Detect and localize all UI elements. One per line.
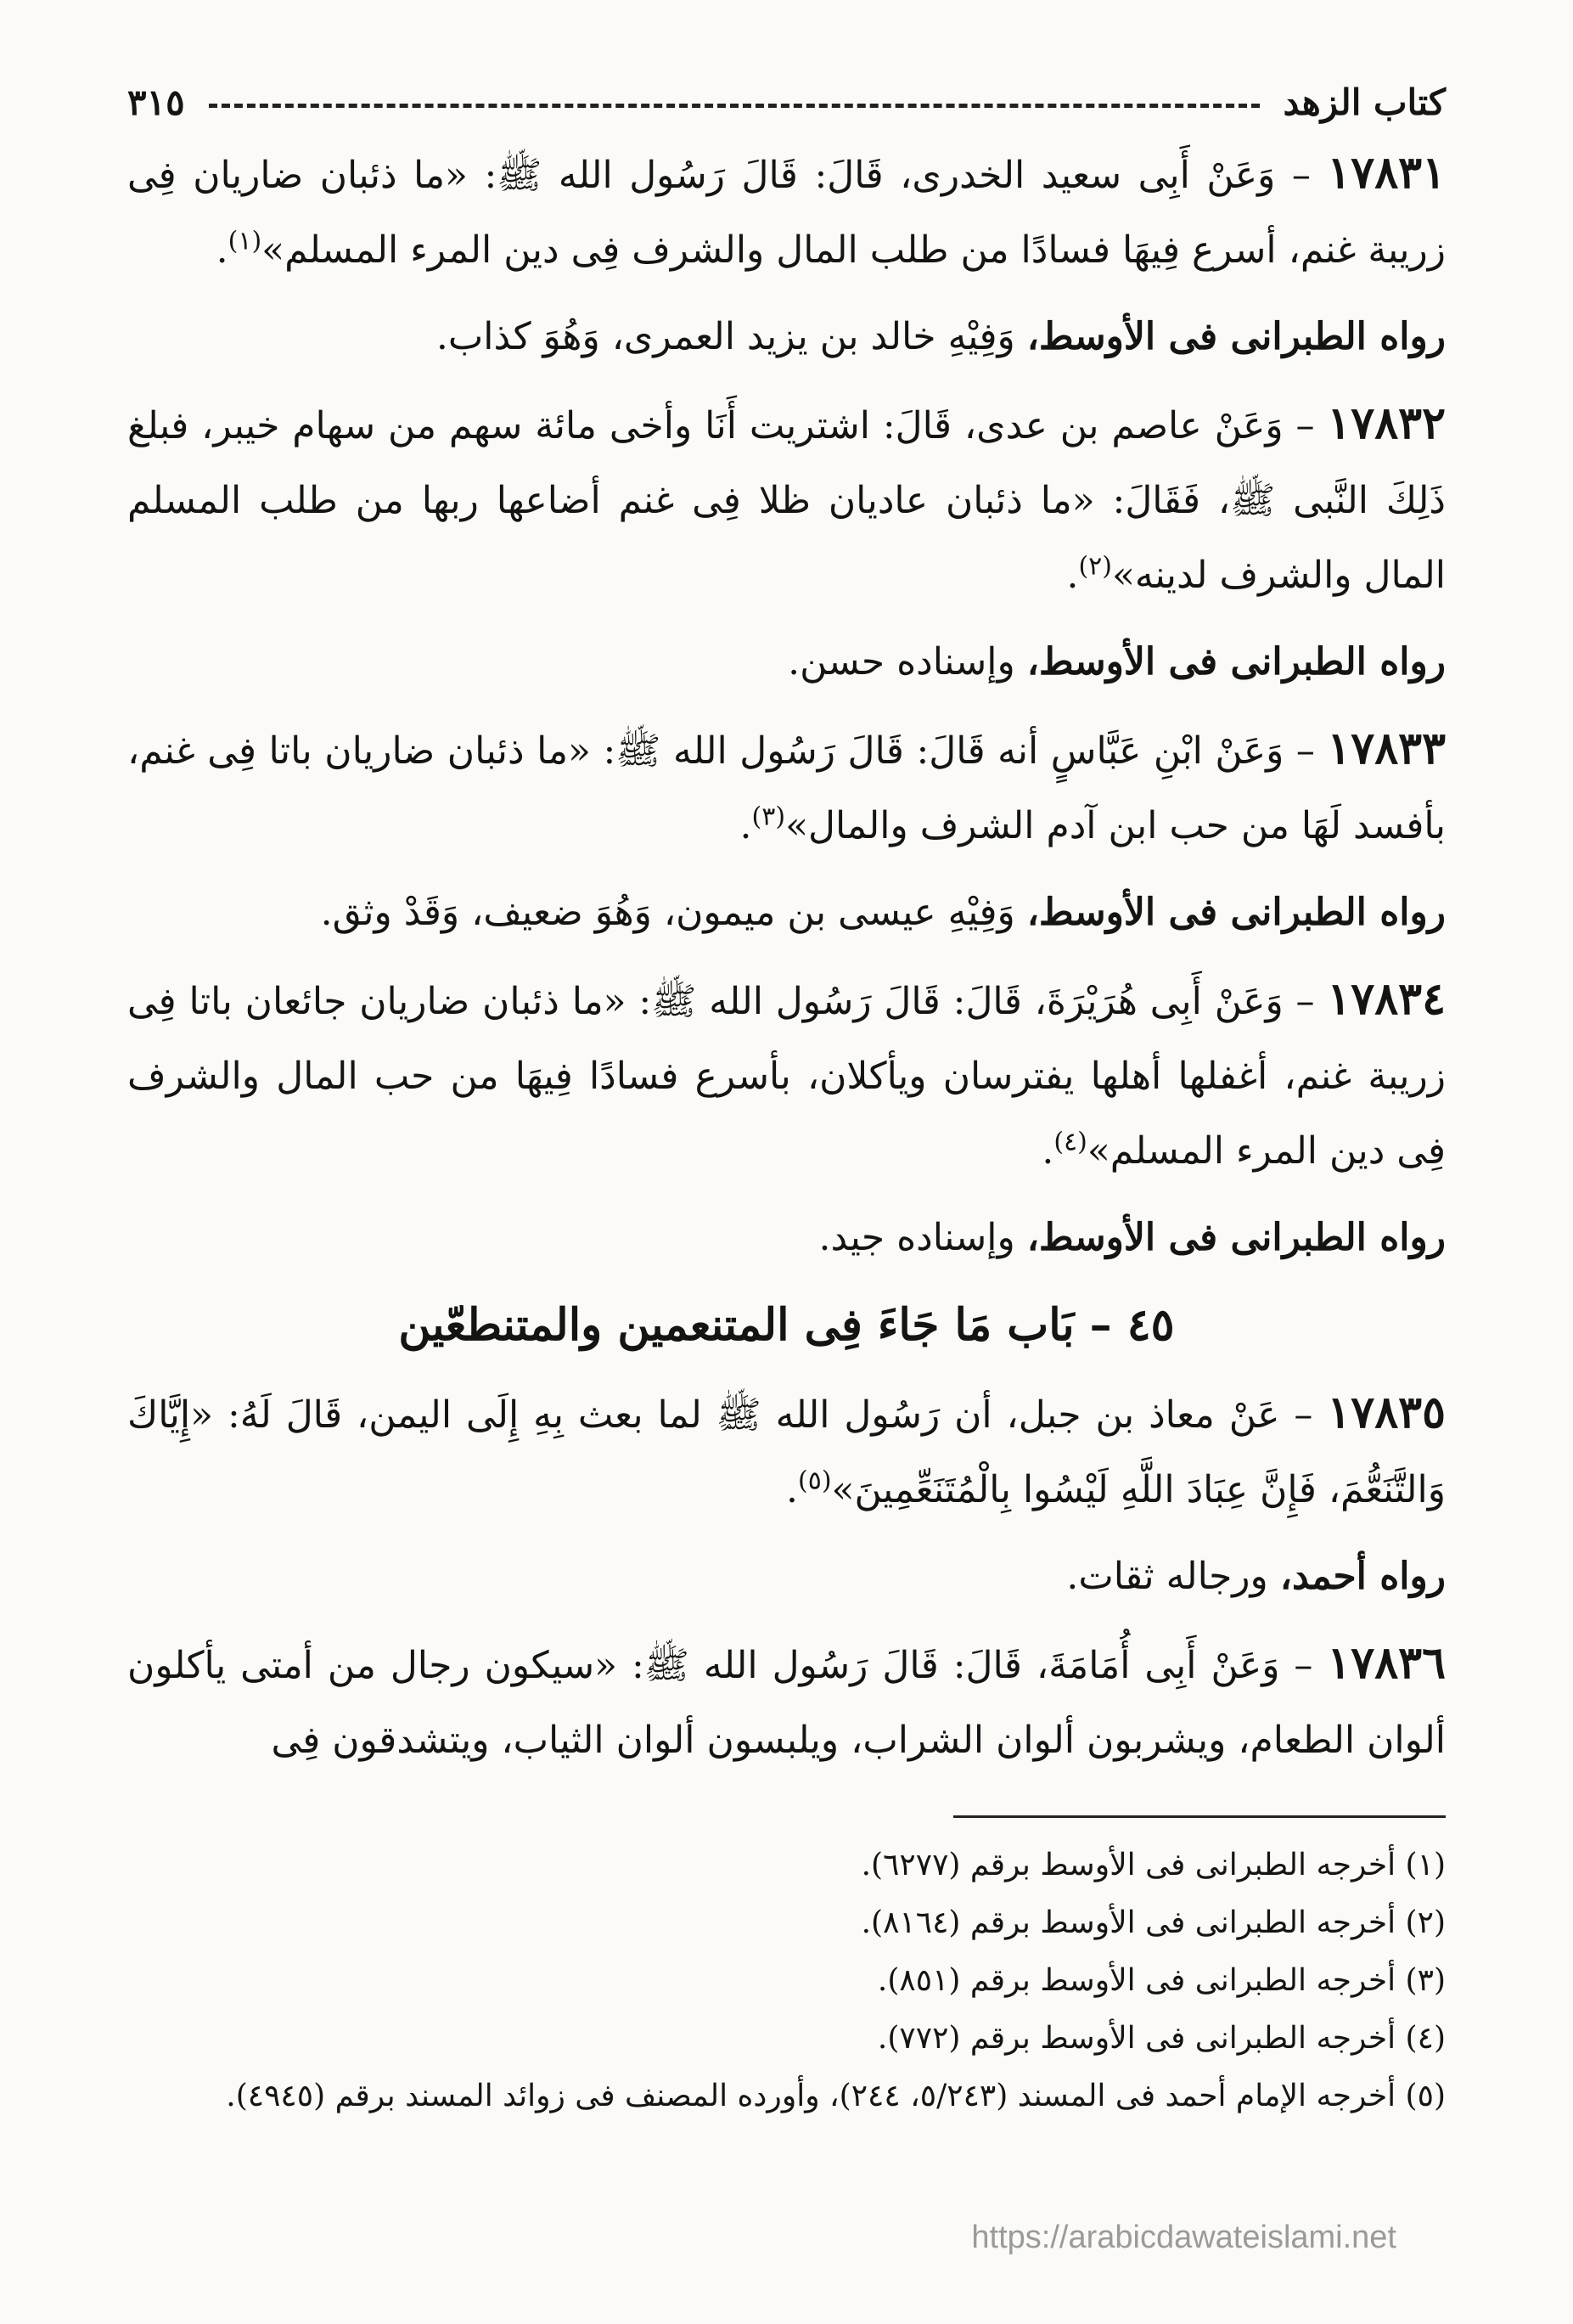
book-title: كتاب الزهد (1283, 81, 1446, 123)
source-comment: وَفِيْهِ خالد بن يزيد العمرى، وَهُوَ كذاب. (435, 315, 1027, 358)
footnote-ref: (٣) (751, 802, 786, 832)
source-bold: رواه الطبرانى فى الأوسط، (1026, 1216, 1446, 1259)
footnote-ref: (١) (228, 226, 262, 256)
hadith-text: ١٧٨٣٤ – وَعَنْ أَبِى هُرَيْرَةَ، قَالَ: قَالَ رَسُول الله ﷺ: «ما ذئبان ضاريان جائعان باتا فِى زريبة غنم، أغفلها أهلها يفترسان ويأكلان، بأسرع فسادًا فِيهَا من حب المال والشرف فِى دين المرء المسلم»$^{(٤)}$. (127, 973, 1446, 1173)
hadith-number: ١٧٨٣١ (1327, 147, 1446, 199)
footnote-ref: (٥) (797, 1466, 832, 1496)
hadith-source (127, 300, 1446, 374)
hadith-source (127, 875, 1446, 950)
hadith-text (127, 1626, 1446, 1778)
source-comment: وإسناده حسن. (788, 640, 1027, 684)
hadith-number: ١٧٨٣٦ (1327, 1637, 1446, 1689)
hadith-source (127, 625, 1446, 700)
chapter-title: ٤٥ – بَاب مَا جَاءَ فِى المتنعمين والمتنطعّين (398, 1299, 1175, 1351)
source-comment: ورجاله ثقات. (1066, 1555, 1280, 1598)
hadith-body: – وَعَنْ ابْنِ عَبَّاسٍ أنه قَالَ: قَالَ رَسُول الله ﷺ: «ما ذئبان ضاريان باتا فِى غنم، بأفسد لَهَا من حب ابن آدم الشرف والمال» (127, 729, 1446, 847)
watermark-url: https://arabicdawateislami.net (971, 2220, 1396, 2255)
hadith-text: ١٧٨٣٣ – وَعَنْ ابْنِ عَبَّاسٍ أنه قَالَ: قَالَ رَسُول الله ﷺ: «ما ذئبان ضاريان باتا فِى غنم، بأفسد لَهَا من حب ابن آدم الشرف والمال»$^{(٣)}$. (127, 723, 1446, 847)
hadith-number: ١٧٨٣٤ (1327, 973, 1446, 1025)
hadith-body: – وَعَنْ عاصم بن عدى، قَالَ: اشتريت أَنَا وأخى مائة سهم من سهام خيبر، فبلغ ذَلِكَ النَّبى ﷺ، فَقَالَ: «ما ذئبان عاديان ظلا فِى غنم أضاعها ربها من طلب المسلم المال والشرف لدينه» (127, 404, 1446, 597)
hadith-number: ١٧٨٣٣ (1327, 723, 1446, 774)
hadith-number: ١٧٨٣٢ (1327, 397, 1446, 449)
hadith-text: ١٧٨٣٥ – عَنْ معاذ بن جبل، أن رَسُول الله ﷺ لما بعث بِهِ إِلَى اليمن، قَالَ لَهُ: «إِيَّاكَ وَالتَّنَعُّمَ، فَإِنَّ عِبَادَ اللَّهِ لَيْسُوا بِالْمُتَنَعِّمِينَ»$^{(٥)}$. (127, 1387, 1446, 1511)
footnote-divider (953, 1815, 1446, 1818)
hadith-body: – وَعَنْ أَبِى هُرَيْرَةَ، قَالَ: قَالَ رَسُول الله ﷺ: «ما ذئبان ضاريان جائعان باتا فِى زريبة غنم، أغفلها أهلها يفترسان ويأكلان، بأسرع فسادًا فِيهَا من حب المال والشرف فِى دين المرء المسلم» (127, 980, 1446, 1173)
footnote: (٤) أخرجه الطبرانى فى الأوسط برقم (٧٧٢). (877, 2021, 1446, 2056)
source-comment: وَفِيْهِ عيسى بن ميمون، وَهُوَ ضعيف، وَقَدْ وثق. (320, 891, 1027, 934)
footnote: (٢) أخرجه الطبرانى فى الأوسط برقم (٨١٦٤). (861, 1905, 1446, 1940)
source-bold: رواه الطبرانى فى الأوسط، (1026, 891, 1446, 934)
hadith-source (127, 1539, 1446, 1614)
header-dashed-rule (209, 104, 1260, 108)
footnotes (127, 1837, 1446, 2125)
footnote: (٣) أخرجه الطبرانى فى الأوسط برقم (٨٥١). (877, 1963, 1446, 1998)
book-page (127, 68, 1446, 2324)
source-bold: رواه الطبرانى فى الأوسط، (1026, 315, 1446, 358)
source-comment: وإسناده جيد. (818, 1216, 1027, 1259)
hadith-source (127, 1201, 1446, 1275)
footnote: (٥) أخرجه الإمام أحمد فى المسند (٥/٢٤٣، ٢٤٤)، وأورده المصنف فى زوائد المسند برقم (٤٩٤٥). (226, 2079, 1446, 2113)
page-number: ٣١٥ (127, 81, 185, 123)
hadith-text: ١٧٨٣٢ – وَعَنْ عاصم بن عدى، قَالَ: اشتريت أَنَا وأخى مائة سهم من سهام خيبر، فبلغ ذَلِكَ النَّبى ﷺ، فَقَالَ: «ما ذئبان عاديان ظلا فِى غنم أضاعها ربها من طلب المسلم المال والشرف لدينه»$^{(٢)}$. (127, 397, 1446, 597)
hadith-body: – وَعَنْ أَبِى أُمَامَةَ، قَالَ: قَالَ رَسُول الله ﷺ: «سيكون رجال من أمتى يأكلون ألوان الطعام، ويشربون ألوان الشراب، ويلبسون ألوان الثياب، ويتشدقون فِى (127, 1644, 1446, 1762)
footnote-ref: (٤) (1053, 1127, 1087, 1157)
hadith-text: ١٧٨٣١ – وَعَنْ أَبِى سعيد الخدرى، قَالَ: قَالَ رَسُول الله ﷺ: «ما ذئبان ضاريان فِى زريبة غنم، أسرع فِيهَا فسادًا من طلب المال والشرف فِى دين المرء المسلم»$^{(١)}$. (127, 147, 1446, 272)
hadith-number: ١٧٨٣٥ (1327, 1387, 1446, 1438)
hadith-body: – عَنْ معاذ بن جبل، أن رَسُول الله ﷺ لما بعث بِهِ إِلَى اليمن، قَالَ لَهُ: «إِيَّاكَ وَالتَّنَعُّمَ، فَإِنَّ عِبَادَ اللَّهِ لَيْسُوا بِالْمُتَنَعِّمِينَ» (127, 1393, 1446, 1511)
footnote: (١) أخرجه الطبرانى فى الأوسط برقم (٦٢٧٧). (861, 1848, 1446, 1882)
footnote-ref: (٢) (1078, 551, 1113, 582)
source-bold: رواه أحمد، (1279, 1555, 1446, 1598)
hadith-body: – وَعَنْ أَبِى سعيد الخدرى، قَالَ: قَالَ رَسُول الله ﷺ: «ما ذئبان ضاريان فِى زريبة غنم، أسرع فِيهَا فسادًا من طلب المال والشرف فِى دين المرء المسلم» (127, 154, 1446, 272)
running-header (127, 68, 1446, 136)
source-bold: رواه الطبرانى فى الأوسط، (1026, 640, 1446, 684)
